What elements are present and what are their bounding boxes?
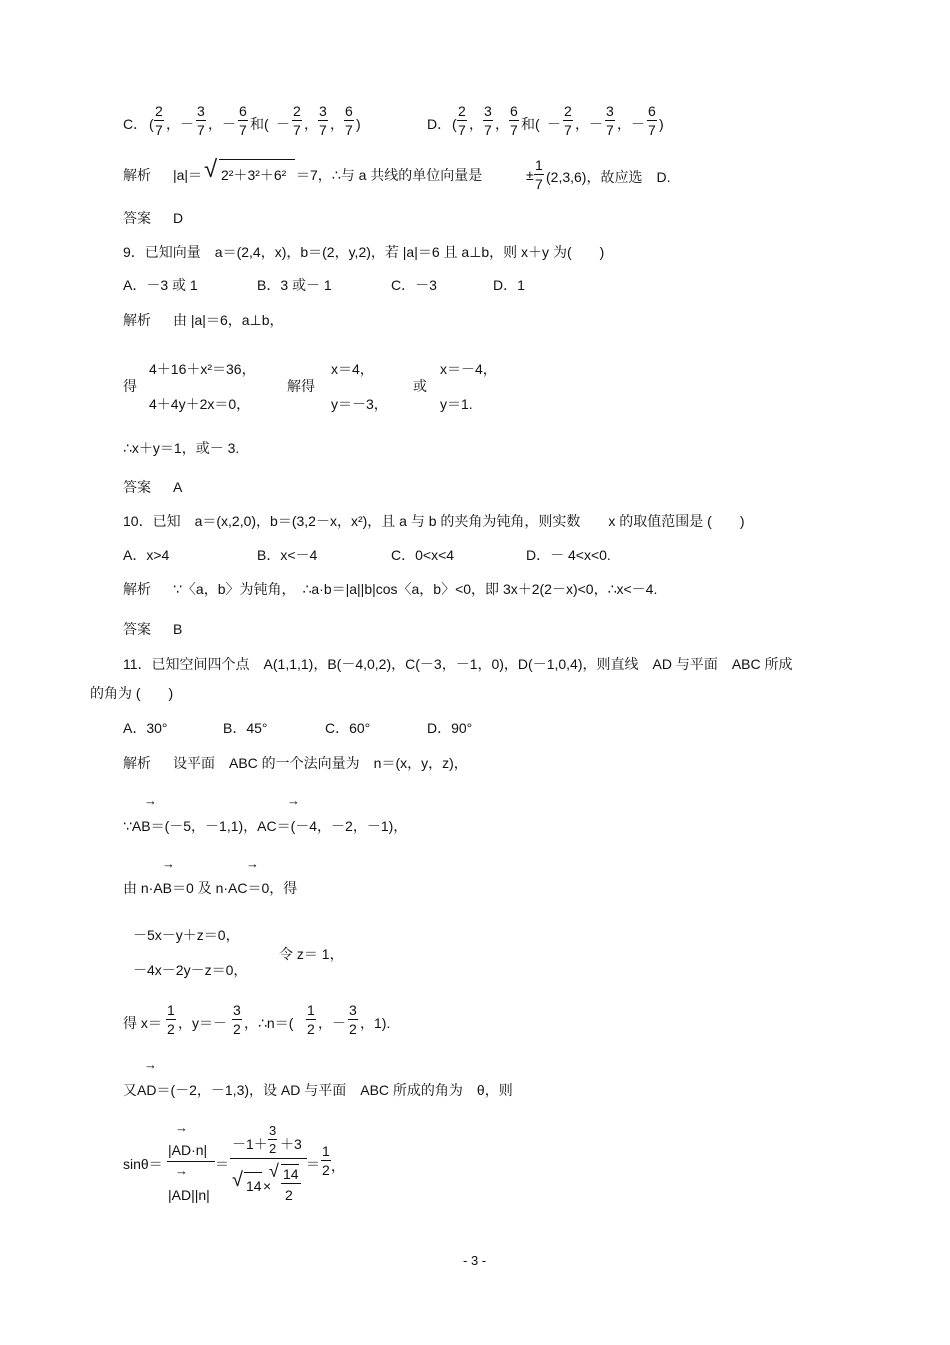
- solution-line: y＝1.: [440, 396, 473, 412]
- analysis-label: 解析: [123, 312, 151, 328]
- sqrt-bar: [244, 1172, 262, 1173]
- question-stem: 10．已知 a＝(x,2,0)，b＝(3,2－x，x²)，且 a 与 b 的夹角为钝角，则实数 x 的取值范围是 ( ): [123, 513, 745, 529]
- option-label: C．: [123, 116, 148, 132]
- fraction: 3 2: [349, 1002, 357, 1037]
- fraction-bar: [281, 1183, 301, 1184]
- fraction: 6 7: [239, 103, 247, 138]
- fraction: 3 7: [319, 103, 327, 138]
- equation-line: －5x－y＋z＝0，: [133, 927, 240, 943]
- conclusion: ∴x＋y＝1，或－ 3.: [123, 440, 240, 456]
- sqrt-sign: √: [269, 1161, 279, 1181]
- times: ×: [263, 1178, 272, 1194]
- vector-arrow: →: [175, 1120, 188, 1135]
- sign: －: [547, 116, 561, 132]
- sin-numerator: |AD·n|: [168, 1142, 208, 1158]
- fraction: 2 7: [564, 103, 572, 138]
- fraction: 3 7: [484, 103, 492, 138]
- vector-arrow: →: [144, 793, 157, 808]
- separator: ，－: [208, 116, 236, 132]
- analysis-text: 设平面 ABC 的一个法向量为 n＝(x，y，z)，: [173, 755, 468, 771]
- fraction: 3 7: [197, 103, 205, 138]
- sqrt-radicand: 14: [283, 1166, 299, 1182]
- radicand: 2²＋3²＋6²: [221, 167, 287, 183]
- analysis-text: ∵〈a，b〉为钝角， ∴a·b＝|a||b|cos〈a，b〉<0，即 3x＋2(2－x)<0，∴x<－4.: [173, 581, 658, 597]
- option-c-tail: 和(: [250, 116, 269, 132]
- result-text: ，1).: [360, 1015, 391, 1031]
- option-c: C．60°: [325, 720, 371, 736]
- ling-line: 令 z＝ 1，: [279, 946, 344, 962]
- option-b: B．45°: [223, 720, 268, 736]
- fraction: 3 2: [233, 1002, 241, 1037]
- denominator: 2: [285, 1187, 293, 1203]
- option-b: B．3 或－ 1: [257, 277, 332, 293]
- sign: －: [276, 116, 290, 132]
- result-tail: ，: [331, 1158, 345, 1174]
- solution-line: x＝4，: [331, 361, 374, 377]
- vector-arrow: →: [175, 1163, 188, 1178]
- fraction: 2 7: [458, 103, 466, 138]
- option-a: A．x>4: [123, 547, 170, 563]
- sqrt-sign: √: [204, 156, 218, 183]
- separator: ，－: [575, 116, 603, 132]
- answer-value: B: [173, 621, 183, 637]
- question-stem-cont: 的角为 ( ): [90, 685, 174, 701]
- sqrt-bar: [281, 1164, 299, 1165]
- vector-arrow: →: [246, 856, 259, 871]
- fraction: 1 7: [535, 157, 543, 192]
- analysis-text: ＝7，∴与 a 共线的单位向量是: [296, 167, 483, 183]
- solution-line: x＝－4，: [440, 361, 497, 377]
- fraction: 6 7: [510, 103, 518, 138]
- solution-line: y＝－3，: [331, 396, 388, 412]
- answer-label: 答案: [123, 210, 151, 226]
- sqrt-sign: √: [232, 1169, 243, 1191]
- option-d: D．1: [493, 277, 525, 293]
- paren: (: [452, 116, 457, 132]
- equals: ＝: [215, 1156, 229, 1172]
- jiede-label: 解得: [287, 378, 315, 394]
- option-d: D．90°: [427, 720, 473, 736]
- equation-line: 4＋16＋x²＝36，: [149, 361, 256, 377]
- vector-line: ∵AB＝(－5，－1,1)，AC＝(－4，－2，－1)，: [123, 818, 408, 834]
- answer-label: 答案: [123, 621, 151, 637]
- paren: (: [149, 116, 154, 132]
- equation-line: －4x－2y－z＝0，: [133, 962, 248, 978]
- result-text: ，y＝－: [178, 1015, 227, 1031]
- fraction: 1 2: [307, 1002, 315, 1037]
- analysis-label: 解析: [123, 581, 151, 597]
- answer-value: D: [173, 210, 184, 226]
- plus-minus: ±: [526, 167, 534, 183]
- sin-denominator: |AD||n|: [168, 1187, 210, 1203]
- fraction: 2 7: [155, 103, 163, 138]
- analysis-text: |a|＝: [173, 167, 203, 183]
- option-c: C．0<x<4: [391, 547, 455, 563]
- option-b: B．x<－4: [257, 547, 318, 563]
- analysis-text: 由 |a|＝6，a⊥b，: [173, 312, 284, 328]
- fraction: 1 2: [322, 1143, 330, 1178]
- de-label: 得: [123, 378, 137, 394]
- option-a: A．30°: [123, 720, 168, 736]
- sin-label: sinθ＝: [123, 1156, 163, 1172]
- separator: ，－: [617, 116, 645, 132]
- option-a: A．－3 或 1: [123, 277, 198, 293]
- separator: ，: [330, 116, 344, 132]
- page-number: - 3 -: [463, 1253, 487, 1268]
- answer-value: A: [173, 479, 183, 495]
- analysis-label: 解析: [123, 167, 151, 183]
- answer-label: 答案: [123, 479, 151, 495]
- dot-product-line: 由 n·AB＝0 及 n·AC＝0，得: [123, 880, 298, 896]
- fraction-bar: [230, 1158, 307, 1159]
- result-text: ，∴n＝(: [244, 1015, 294, 1031]
- separator: ，: [304, 116, 318, 132]
- separator: ，－: [318, 1015, 346, 1031]
- analysis-label: 解析: [123, 755, 151, 771]
- option-d-tail: 和(: [521, 116, 540, 132]
- separator: ，－: [166, 116, 194, 132]
- paren: ): [356, 116, 361, 132]
- option-d: D．－ 4<x<0.: [526, 547, 611, 563]
- fraction: 3 7: [606, 103, 614, 138]
- analysis-text: (2,3,6)，故应选 D.: [546, 169, 671, 185]
- separator: ，: [469, 116, 483, 132]
- equation-line: 4＋4y＋2x＝0，: [149, 396, 251, 412]
- equals: ＝: [306, 1156, 320, 1172]
- sqrt-bar: [219, 159, 295, 160]
- vector-arrow: →: [144, 1057, 157, 1072]
- big-numerator: －1＋: [232, 1136, 268, 1152]
- vector-arrow: →: [162, 856, 175, 871]
- fraction-bar: [167, 1161, 215, 1162]
- question-stem: 11．已知空间四个点 A(1,1,1)，B(－4,0,2)，C(－3，－1，0)，D(－1,0,4)，则直线 AD 与平面 ABC 所成: [123, 656, 793, 672]
- vector-arrow: →: [287, 793, 300, 808]
- huo-label: 或: [413, 378, 427, 394]
- fraction: 3 2: [269, 1123, 277, 1156]
- option-c: C．－3: [391, 277, 437, 293]
- you-line: 又AD＝(－2，－1,3)，设 AD 与平面 ABC 所成的角为 θ，则: [123, 1082, 513, 1098]
- fraction: 6 7: [648, 103, 656, 138]
- result-text: 得 x＝: [123, 1015, 162, 1031]
- paren: ): [659, 116, 664, 132]
- question-stem: 9．已知向量 a＝(2,4，x)，b＝(2，y,2)，若 |a|＝6 且 a⊥b，则 x＋y 为( ): [123, 244, 605, 260]
- fraction: 1 2: [167, 1002, 175, 1037]
- fraction: 6 7: [345, 103, 353, 138]
- fraction: 2 7: [293, 103, 301, 138]
- sqrt-radicand: 14: [246, 1178, 262, 1194]
- big-numerator-tail: ＋3: [280, 1136, 302, 1152]
- separator: ，: [495, 116, 509, 132]
- option-label: D．: [427, 116, 452, 132]
